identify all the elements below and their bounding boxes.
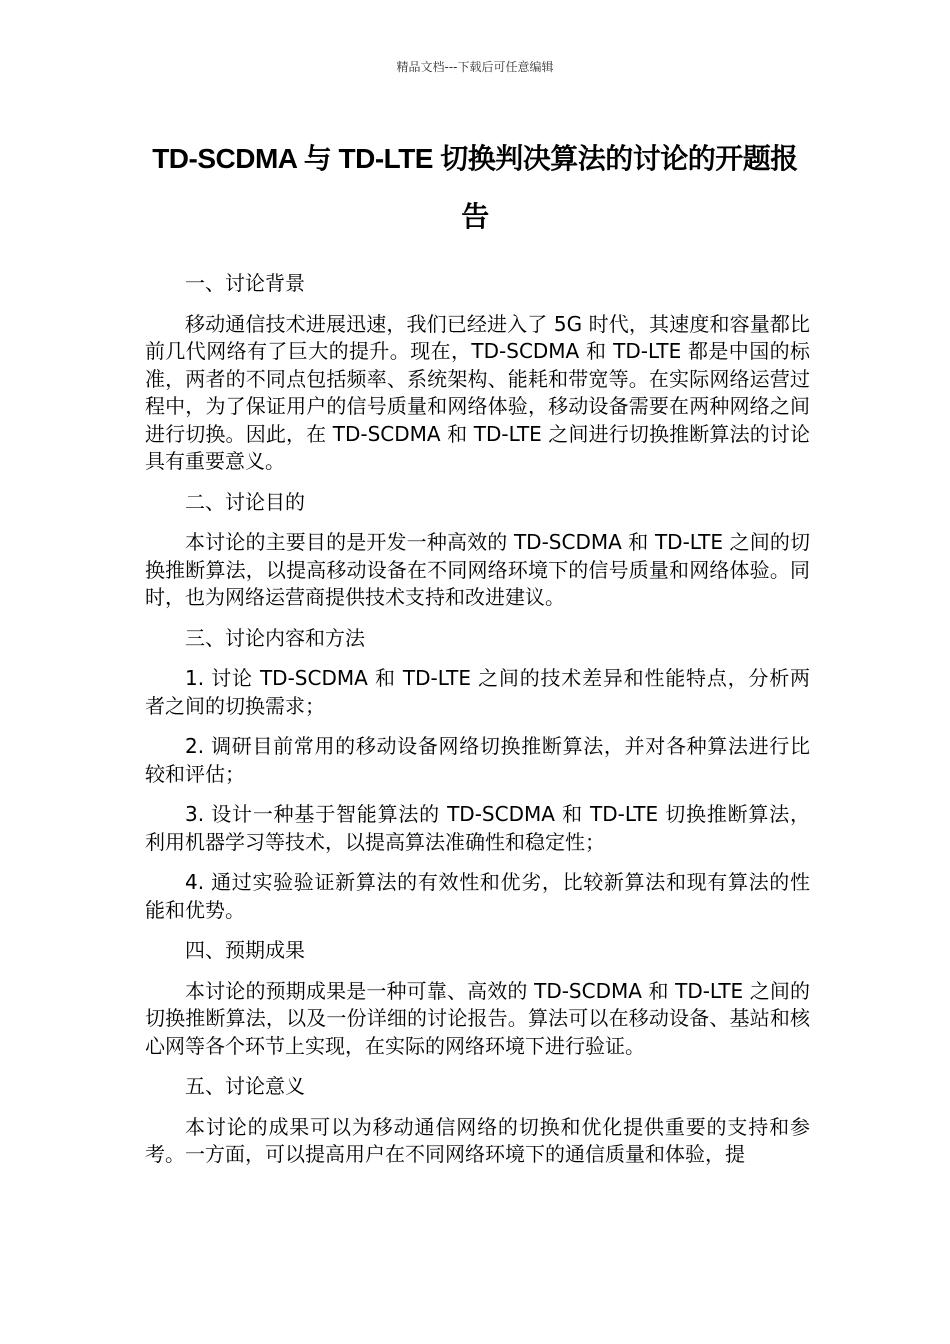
section-heading-expected-results: 四、预期成果 (185, 938, 305, 962)
paragraph-significance: 本讨论的成果可以为移动通信网络的切换和优化提供重要的支持和参考。一方面，可以提高用户在不同网络环境下的通信质量和体验，提 (145, 1114, 810, 1166)
paragraph-expected-results: 本讨论的预期成果是一种可靠、高效的 TD-SCDMA 和 TD-LTE 之间的切换推断算法，以及一份详细的讨论报告。算法可以在移动设备、基站和核心网等各个环节上实现，在实际的网络环境下进行验证。 (145, 978, 810, 1058)
paragraph-purpose: 本讨论的主要目的是开发一种高效的 TD-SCDMA 和 TD-LTE 之间的切换推断算法，以提高移动设备在不同网络环境下的信号质量和网络体验。同时，也为网络运营商提供技术支持和改进建议。 (145, 530, 810, 609)
document-title: TD-SCDMA 与 TD-LTE 切换判决算法的讨论的开题报告 (152, 143, 798, 232)
document-body (145, 270, 810, 1182)
list-item-1: 1. 讨论 TD-SCDMA 和 TD-LTE 之间的技术差异和性能特点，分析两者之间的切换需求； (145, 666, 810, 718)
list-item-3: 3. 设计一种基于智能算法的 TD-SCDMA 和 TD-LTE 切换推断算法，利用机器学习等技术，以提高算法准确性和稳定性； (145, 802, 810, 854)
list-item-2: 2. 调研目前常用的移动设备网络切换推断算法，并对各种算法进行比较和评估； (145, 734, 810, 786)
header-note: 精品文档---下载后可任意编辑 (396, 60, 554, 74)
section-heading-significance: 五、讨论意义 (185, 1074, 305, 1098)
paragraph-background: 移动通信技术进展迅速，我们已经进入了 5G 时代，其速度和容量都比前几代网络有了巨大的提升。现在，TD-SCDMA 和 TD-LTE 都是中国的标准，两者的不同点包括频率、系统架构、能耗和带宽等。在实际网络运营过程中，为了保证用户的信号质量和网络体验，移动设备需要在两种网络之间进行切换。因此，在 TD-SCDMA 和 TD-LTE 之间进行切换推断算法的讨论具有重要意义。 (145, 311, 810, 473)
section-heading-background: 一、讨论背景 (185, 271, 305, 295)
section-heading-content-methods: 三、讨论内容和方法 (185, 625, 365, 650)
list-item-4: 4. 通过实验验证新算法的有效性和优劣，比较新算法和现有算法的性能和优势。 (145, 870, 810, 922)
section-heading-purpose: 二、讨论目的 (185, 489, 305, 514)
